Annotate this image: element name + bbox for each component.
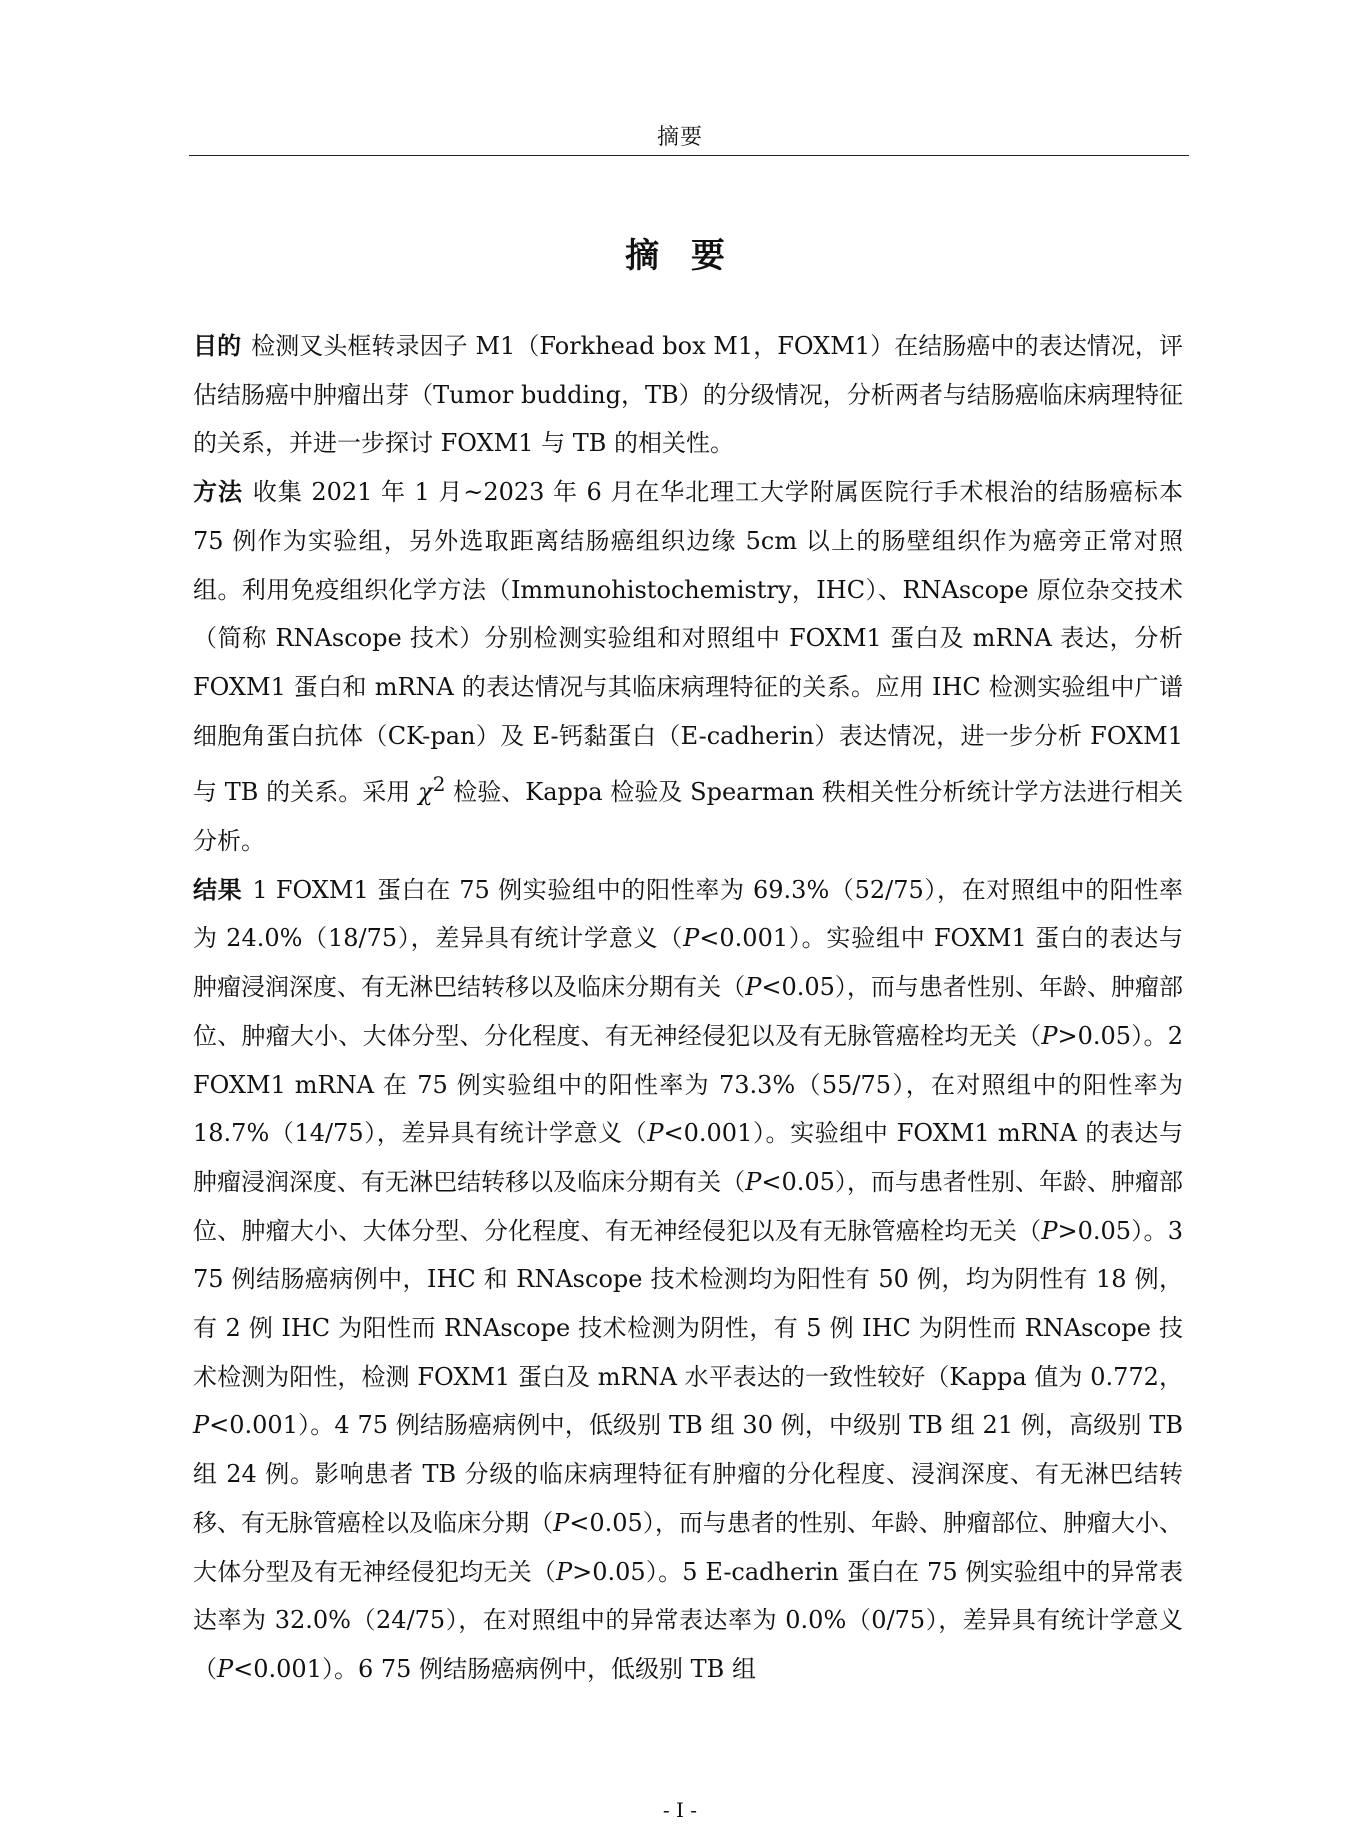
p-symbol: P [217,1654,234,1683]
p-symbol: P [553,1508,570,1537]
results-text: <0.001）。实验组中 FOXM1 蛋白的表达与肿瘤浸润深度、有无淋巴结转移以及临床分期有关（ [193,924,1183,1002]
methods-text-1: 收集 2021 年 1 月~2023 年 6 月在华北理工大学附属医院行手术根治的结肠癌标本 75 例作为实验组，另外选取距离结肠癌组织边缘 5cm 以上的肠壁组织作为癌旁正常对照组。利用免疫组织化学方法（Immunohistochemistry，IHC）、RNAscope 原位杂交技术（简称 RNAscope 技术）分别检测实验组和对照组中 FOXM1 蛋白及 mRNA 表达，分析 FOXM1 蛋白和 mRNA 的表达情况与其临床病理特征的关系。应用 IHC 检测实验组中广谱细胞角蛋白抗体（CK-pan）及 E-钙黏蛋白（E-cadherin）表达情况，进一步分析 FOXM1 与 TB 的关系。采用 [193,478,1184,807]
chi-symbol: χ [418,778,433,807]
results-text: <0.05），而与患者性别、年龄、肿瘤部位、肿瘤大小、大体分型、分化程度、有无神经侵犯以及有无脉管癌栓均无关（ [193,1167,1184,1245]
p-symbol: P [683,924,700,953]
objective-paragraph [193,322,1183,468]
chi-superscript: 2 [432,772,446,797]
header-rule [189,155,1189,156]
page-title: 摘 要 [625,236,735,276]
p-symbol: P [745,1167,762,1196]
results-text: <0.001）。4 75 例结肠癌病例中，低级别 TB 组 30 例，中级别 TB 组 21 例，高级别 TB 组 24 例。影响患者 TB 分级的临床病理特征有肿瘤的分化程度、浸润深度、有无淋巴结转移、有无脉管癌栓以及临床分期（ [193,1411,1183,1537]
p-symbol: P [647,1119,664,1148]
results-text: <0.05），而与患者性别、年龄、肿瘤部位、肿瘤大小、大体分型、分化程度、有无神经侵犯以及有无脉管癌栓均无关（ [193,973,1184,1050]
results-text: >0.05）。2 FOXM1 mRNA 在 75 例实验组中的阳性率为 73.3%（55/75），在对照组中的阳性率为 18.7%（14/75），差异具有统计学意义（ [193,1021,1183,1148]
results-text: >0.05）。3 75 例结肠癌病例中，IHC 和 RNAscope 技术检测均为阳性有 50 例，均为阴性有 18 例，有 2 例 IHC 为阳性而 RNAscope 技术检测为阴性，有 5 例 IHC 为阴性而 RNAscope 技术检测为阳性，检测 FOXM1 蛋白及 mRNA 水平表达的一致性较好（Kappa 值为 0.772， [193,1216,1183,1391]
methods-paragraph [193,468,1183,866]
results-text: 1 FOXM1 蛋白在 75 例实验组中的阳性率为 69.3%（52/75），在对照组中的阳性率为 24.0%（18/75），差异具有统计学意义（ [193,875,1183,953]
results-text: >0.05）。5 E-cadherin 蛋白在 75 例实验组中的异常表达率为 32.0%（24/75），在对照组中的异常表达率为 0.0%（0/75），差异具有统计学意义（ [193,1557,1184,1683]
results-text: <0.001）。6 75 例结肠癌病例中，低级别 TB 组 [233,1654,756,1683]
methods-label: 方法 [193,477,243,507]
results-text: <0.001）。实验组中 FOXM1 mRNA 的表达与肿瘤浸润深度、有无淋巴结转移以及临床分期有关（ [193,1119,1183,1196]
p-symbol: P [1041,1216,1058,1245]
results-text: <0.05），而与患者的性别、年龄、肿瘤部位、肿瘤大小、大体分型及有无神经侵犯均无关（ [193,1508,1184,1586]
abstract-body [193,322,1183,1694]
p-symbol: P [1041,1021,1058,1050]
p-symbol: P [555,1557,573,1586]
methods-text-2: 检验、Kappa 检验及 Spearman 秩相关性分析统计学方法进行相关分析。 [193,778,1184,856]
objective-text: 检测叉头框转录因子 M1（Forkhead box M1，FOXM1）在结肠癌中的表达情况，评估结肠癌中肿瘤出芽（Tumor budding，TB）的分级情况，分析两者与结肠癌临床病理特征的关系，并进一步探讨 FOXM1 与 TB 的相关性。 [193,332,1183,458]
results-paragraph [193,866,1183,1694]
p-symbol: P [745,973,762,1002]
results-label: 结果 [193,874,243,904]
objective-label: 目的 [193,331,242,360]
running-header: 摘要 [656,125,703,150]
page-number: - I - [662,1798,698,1822]
p-symbol: P [193,1411,210,1440]
